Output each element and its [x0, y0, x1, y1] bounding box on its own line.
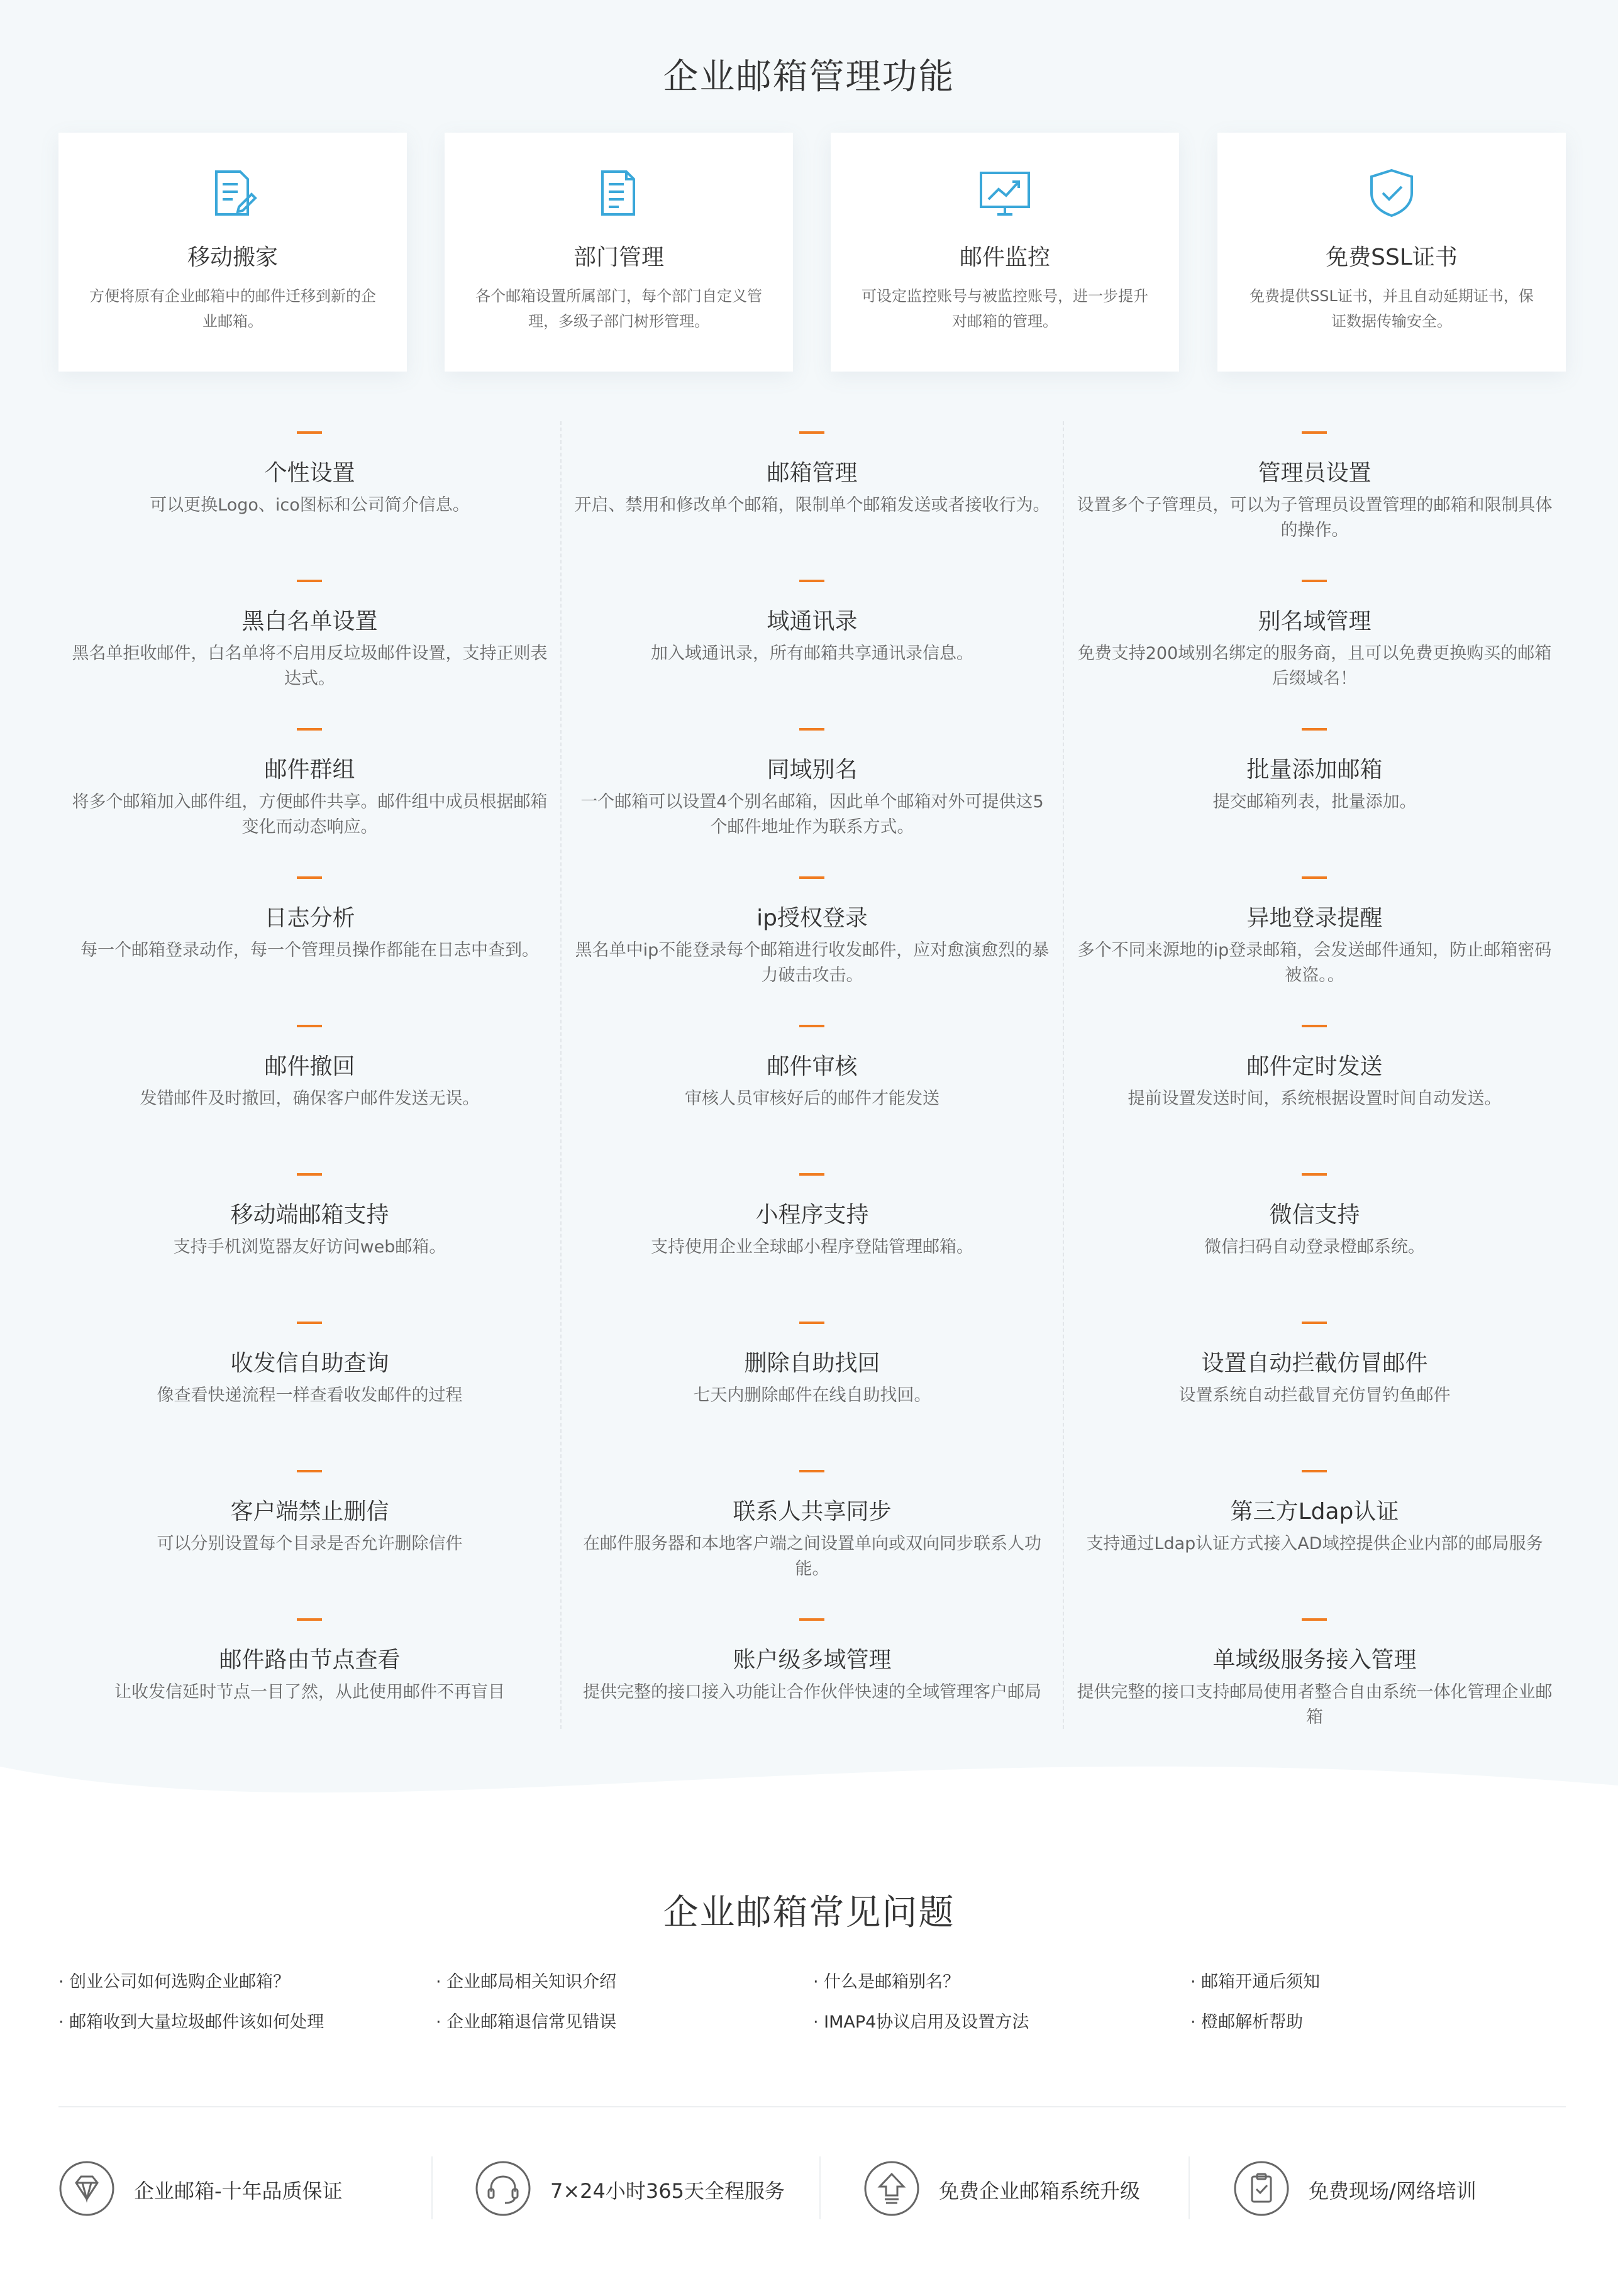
card-title: 部门管理 [573, 245, 664, 270]
features-title: 企业邮箱管理功能 [663, 57, 955, 97]
accent-dash [297, 1173, 322, 1176]
feature-card[interactable] [831, 133, 1179, 372]
faq-link[interactable]: · 企业邮箱退信常见错误 [436, 2012, 617, 2032]
feature-title: 日志分析 [264, 905, 355, 931]
feature-item [1063, 866, 1566, 1015]
accent-dash [297, 1322, 322, 1324]
faq-link[interactable]: · 创业公司如何选购企业邮箱？ [58, 1972, 291, 1992]
feature-item [561, 866, 1063, 1015]
feature-item [1063, 421, 1566, 570]
feature-title: 别名域管理 [1258, 609, 1371, 634]
feature-title: 邮件群组 [264, 757, 355, 783]
accent-dash [297, 431, 322, 434]
feature-desc: 加入域通讯录，所有邮箱共享通讯录信息。 [651, 644, 973, 663]
service-item [58, 2150, 411, 2226]
service-item [863, 2150, 1216, 2226]
feature-item [58, 1608, 561, 1757]
accent-dash [799, 431, 824, 434]
feature-title: 邮件路由节点查看 [219, 1647, 401, 1673]
feature-title: 删除自助找回 [744, 1350, 880, 1376]
feature-title: 邮件审核 [767, 1054, 858, 1079]
faq-link[interactable]: · 邮箱开通后须知 [1190, 1972, 1321, 1992]
accent-dash [297, 1470, 322, 1472]
document-list-icon [445, 168, 793, 224]
feature-desc: 免费支持200域别名绑定的服务商，且可以免费更换购买的邮箱后缀域名！ [1077, 644, 1552, 688]
service-guarantees [58, 2150, 1566, 2226]
feature-item [58, 1015, 561, 1163]
accent-dash [1302, 1322, 1327, 1324]
accent-dash [1302, 728, 1327, 731]
service-item [475, 2150, 827, 2226]
feature-card[interactable] [58, 133, 407, 372]
service-separator [431, 2156, 433, 2219]
accent-dash [1302, 1025, 1327, 1027]
feature-item [58, 718, 561, 866]
feature-desc: 黑名单拒收邮件，白名单将不启用反垃圾邮件设置，支持正则表达式。 [72, 644, 548, 688]
accent-dash [799, 580, 824, 582]
feature-title: 域通讯录 [767, 609, 858, 634]
feature-item [561, 1163, 1063, 1311]
feature-item [58, 866, 561, 1015]
card-desc: 各个邮箱设置所属部门，每个部门自定义管理，多级子部门树形管理。 [475, 287, 762, 330]
feature-item [561, 1311, 1063, 1460]
card-title: 免费SSL证书 [1326, 245, 1458, 270]
accent-dash [297, 876, 322, 879]
feature-desc: 每一个邮箱登录动作，每一个管理员操作都能在日志中查到。 [80, 941, 539, 960]
headset-icon [475, 2160, 531, 2217]
diamond-icon [58, 2160, 115, 2217]
feature-desc: 一个邮箱可以设置4个别名邮箱，因此单个邮箱对外可提供这5个邮件地址作为联系方式。 [580, 792, 1044, 837]
faq-list [58, 1968, 1566, 2050]
accent-dash [799, 1322, 824, 1324]
service-separator [1189, 2156, 1190, 2219]
faq-title: 企业邮箱常见问题 [663, 1892, 955, 1933]
accent-dash [799, 1025, 824, 1027]
feature-title: 联系人共享同步 [733, 1499, 892, 1525]
feature-title: 设置自动拦截仿冒邮件 [1201, 1350, 1428, 1376]
card-desc: 可设定监控账号与被监控账号，进一步提升对邮箱的管理。 [862, 287, 1148, 330]
feature-title: 批量添加邮箱 [1246, 757, 1383, 783]
feature-item [1063, 1163, 1566, 1311]
accent-dash [297, 1025, 322, 1027]
feature-desc: 在邮件服务器和本地客户端之间设置单向或双向同步联系人功能。 [583, 1534, 1041, 1579]
document-edit-icon [58, 168, 407, 224]
feature-title: 同域别名 [767, 757, 858, 783]
feature-desc: 开启、禁用和修改单个邮箱，限制单个邮箱发送或者接收行为。 [574, 495, 1050, 515]
card-desc: 方便将原有企业邮箱中的邮件迁移到新的企业邮箱。 [89, 287, 376, 330]
feature-title: 个性设置 [264, 460, 355, 486]
feature-item [58, 570, 561, 718]
accent-dash [1302, 1618, 1327, 1621]
faq-link[interactable]: · 企业邮局相关知识介绍 [436, 1972, 617, 1992]
feature-title: 账户级多域管理 [733, 1647, 892, 1673]
accent-dash [1302, 1470, 1327, 1472]
feature-desc: 设置系统自动拦截冒充仿冒钓鱼邮件 [1178, 1386, 1451, 1405]
clipboard-check-icon [1233, 2160, 1290, 2217]
feature-title: 邮件撤回 [264, 1054, 355, 1079]
faq-link[interactable]: · 邮箱收到大量垃圾邮件该如何处理 [58, 2012, 324, 2032]
feature-item [1063, 570, 1566, 718]
accent-dash [1302, 876, 1327, 879]
feature-title: 黑白名单设置 [241, 609, 378, 634]
section-wave-divider [0, 1748, 1618, 1842]
accent-dash [799, 728, 824, 731]
accent-dash [1302, 431, 1327, 434]
feature-desc: 七天内删除邮件在线自助找回。 [693, 1386, 931, 1405]
feature-title: 收发信自助查询 [230, 1350, 389, 1376]
feature-desc: 多个不同来源地的ip登录邮箱，会发送邮件通知，防止邮箱密码被盗。。 [1077, 941, 1552, 985]
shield-check-icon [1217, 168, 1566, 224]
feature-item [561, 1460, 1063, 1608]
feature-item [1063, 1015, 1566, 1163]
section-divider [58, 2106, 1566, 2107]
monitor-chart-icon [831, 168, 1179, 224]
feature-item [561, 570, 1063, 718]
feature-desc: 提供完整的接口接入功能让合作伙伴快速的全域管理客户邮局 [583, 1682, 1041, 1702]
card-desc: 免费提供SSL证书，并且自动延期证书，保证数据传输安全。 [1250, 287, 1534, 330]
faq-link[interactable]: · 橙邮解析帮助 [1190, 2012, 1304, 2032]
accent-dash [297, 1618, 322, 1621]
card-title: 邮件监控 [959, 245, 1050, 270]
feature-card[interactable] [1217, 133, 1566, 372]
feature-title: 第三方Ldap认证 [1230, 1499, 1399, 1525]
service-label: 7×24小时365天全程服务 [550, 2179, 785, 2203]
feature-item [58, 1311, 561, 1460]
feature-title: 邮箱管理 [767, 460, 858, 486]
accent-dash [297, 728, 322, 731]
feature-title: ip授权登录 [756, 905, 868, 931]
feature-desc: 黑名单中ip不能登录每个邮箱进行收发邮件，应对愈演愈烈的暴力破击攻击。 [575, 941, 1050, 985]
faq-link[interactable]: · 什么是邮箱别名？ [813, 1972, 960, 1992]
feature-item [1063, 1608, 1566, 1757]
accent-dash [799, 1618, 824, 1621]
feature-desc: 可以更换Logo、ico图标和公司简介信息。 [150, 495, 470, 515]
service-separator [819, 2156, 821, 2219]
feature-title: 单域级服务接入管理 [1212, 1647, 1417, 1673]
feature-title: 移动端邮箱支持 [230, 1202, 389, 1228]
feature-item [58, 1163, 561, 1311]
feature-desc: 可以分别设置每个目录是否允许删除信件 [157, 1534, 463, 1554]
feature-desc: 像查看快递流程一样查看收发邮件的过程 [157, 1386, 463, 1405]
feature-title: 邮件定时发送 [1246, 1054, 1383, 1079]
feature-desc: 设置多个子管理员，可以为子管理员设置管理的邮箱和限制具体的操作。 [1077, 495, 1553, 540]
feature-item [1063, 1460, 1566, 1608]
service-label: 免费企业邮箱系统升级 [939, 2179, 1141, 2203]
feature-desc: 支持通过Ldap认证方式接入AD域控提供企业内部的邮局服务 [1086, 1534, 1543, 1554]
accent-dash [799, 1470, 824, 1472]
feature-desc: 让收发信延时节点一目了然，从此使用邮件不再盲目 [114, 1682, 505, 1702]
feature-item [1063, 718, 1566, 866]
service-item [1233, 2150, 1566, 2226]
feature-cards [58, 133, 1566, 372]
accent-dash [1302, 580, 1327, 582]
feature-title: 异地登录提醒 [1246, 905, 1383, 931]
feature-item [58, 421, 561, 570]
feature-title: 微信支持 [1269, 1202, 1360, 1228]
feature-desc: 支持手机浏览器友好访问web邮箱。 [173, 1237, 446, 1257]
feature-desc: 提交邮箱列表，批量添加。 [1212, 792, 1417, 812]
feature-desc: 提供完整的接口支持邮局使用者整合自由系统一体化管理企业邮箱 [1077, 1682, 1553, 1727]
feature-desc: 支持使用企业全球邮小程序登陆管理邮箱。 [651, 1237, 973, 1257]
service-label: 企业邮箱-十年品质保证 [134, 2179, 343, 2203]
service-label: 免费现场/网络培训 [1309, 2179, 1477, 2203]
card-title: 移动搬家 [187, 245, 278, 270]
feature-desc: 提前设置发送时间，系统根据设置时间自动发送。 [1128, 1089, 1502, 1108]
feature-desc: 发错邮件及时撤回，确保客户邮件发送无误。 [140, 1089, 480, 1108]
feature-item [561, 718, 1063, 866]
feature-desc: 微信扫码自动登录橙邮系统。 [1204, 1237, 1425, 1257]
faq-link[interactable]: · IMAP4协议启用及设置方法 [813, 2012, 1029, 2032]
feature-title: 管理员设置 [1258, 460, 1371, 486]
accent-dash [1302, 1173, 1327, 1176]
feature-item [561, 421, 1063, 570]
accent-dash [799, 1173, 824, 1176]
feature-item [561, 1015, 1063, 1163]
feature-item [58, 1460, 561, 1608]
accent-dash [799, 876, 824, 879]
upgrade-arrow-icon [863, 2160, 920, 2217]
feature-title: 客户端禁止删信 [230, 1499, 389, 1525]
feature-desc: 将多个邮箱加入邮件组，方便邮件共享。邮件组中成员根据邮箱变化而动态响应。 [72, 792, 548, 837]
feature-card[interactable] [445, 133, 793, 372]
feature-desc: 审核人员审核好后的邮件才能发送 [685, 1089, 939, 1108]
feature-title: 小程序支持 [755, 1202, 869, 1228]
feature-item [1063, 1311, 1566, 1460]
accent-dash [297, 580, 322, 582]
feature-item [561, 1608, 1063, 1757]
